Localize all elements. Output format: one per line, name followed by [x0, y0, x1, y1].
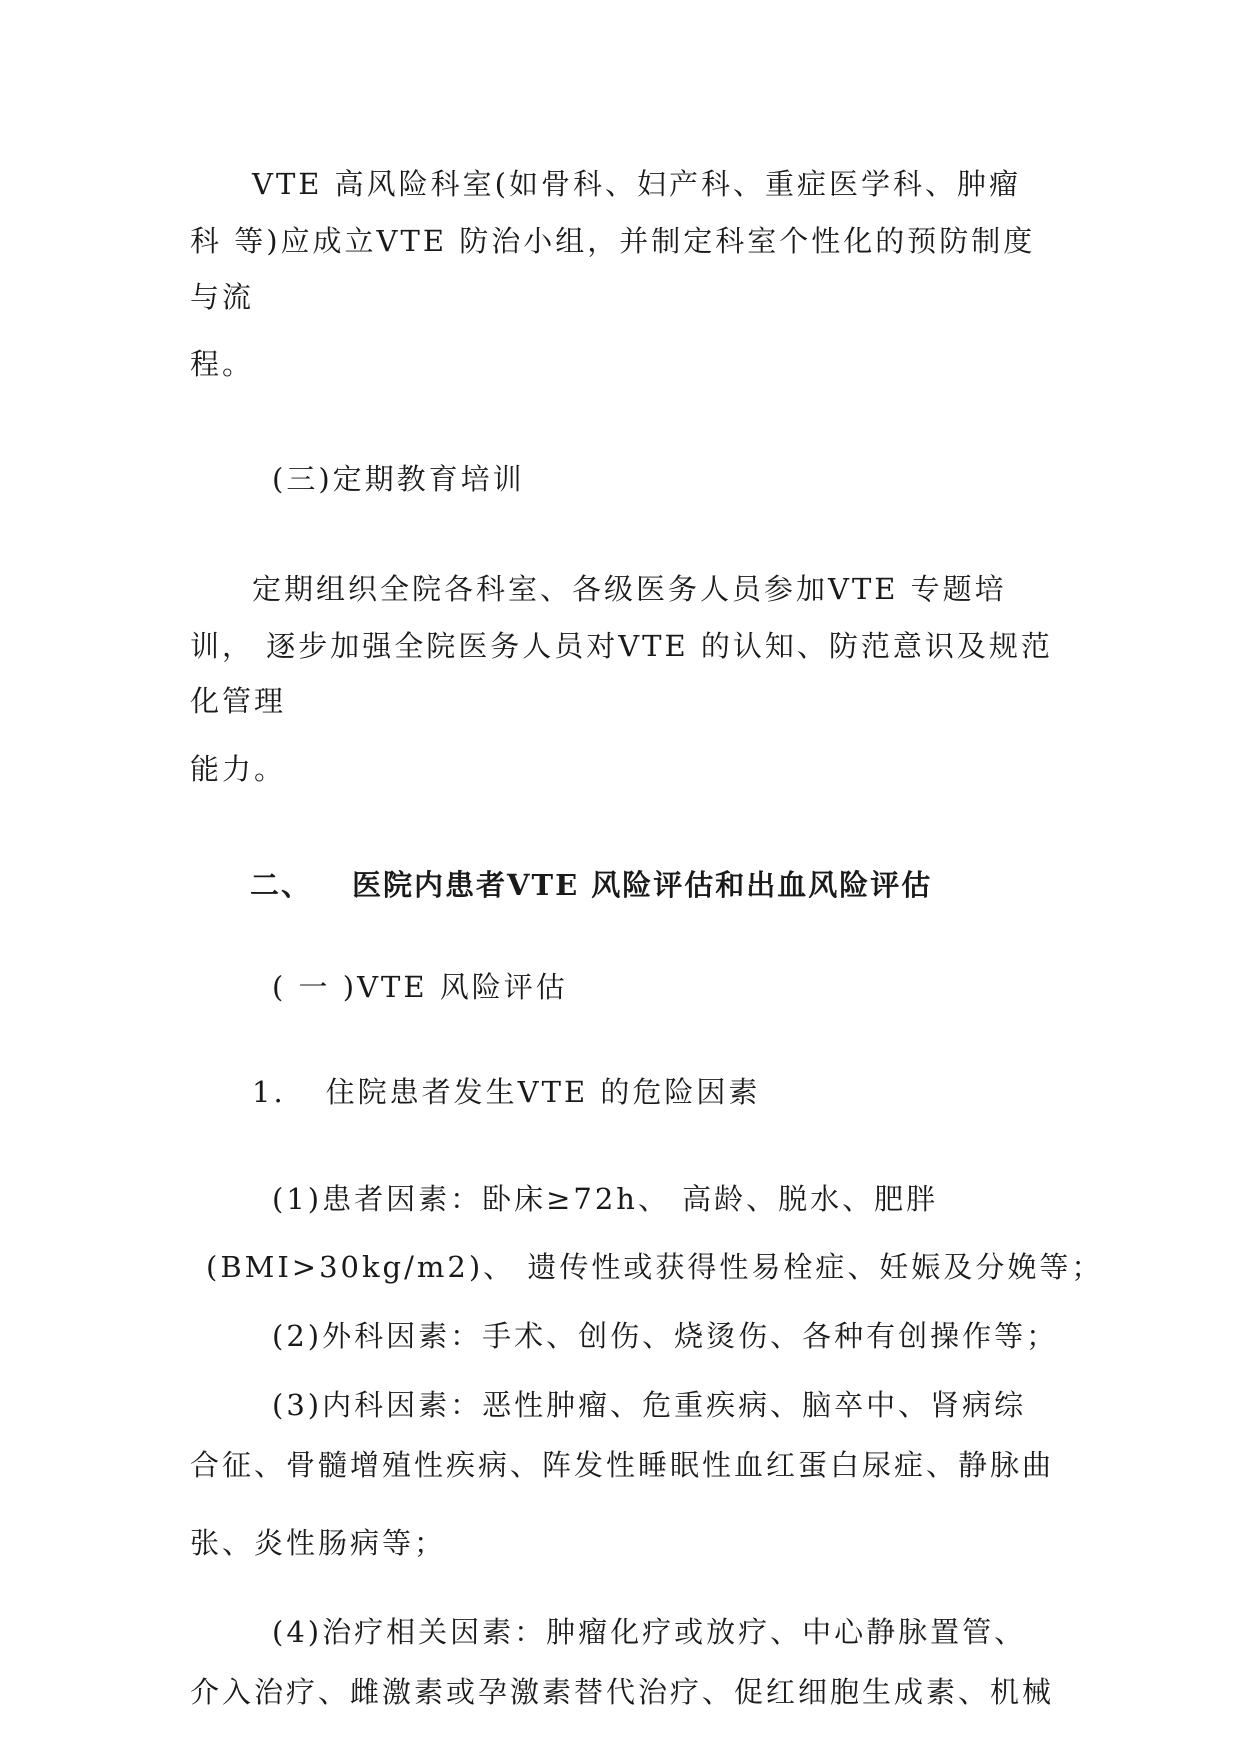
paragraph-line: 介入治疗、雌激素或孕激素替代治疗、促红细胞生成素、机械 [190, 1675, 1055, 1709]
paragraph-line: 训， 逐步加强全院医务人员对VTE 的认知、防范意识及规范 [190, 629, 1053, 663]
paragraph-line: 张、炎性肠病等； [190, 1526, 447, 1560]
paragraph-line: (BMI>30kg/m2)、 遗传性或获得性易栓症、妊娠及分娩等； [206, 1250, 1104, 1284]
list-item [252, 1073, 760, 1111]
paragraph-line: 定期组织全院各科室、各级医务人员参加VTE 专题培 [252, 572, 1007, 606]
paragraph-line: 与流 [190, 280, 255, 314]
paragraph-line: 化管理 [190, 684, 287, 718]
item-text: 住院患者发生VTE 的危险因素 [325, 1075, 761, 1109]
paragraph-line: (2)外科因素：手术、创伤、烧烫伤、各种有创操作等； [272, 1319, 1059, 1353]
subsection-heading: ( 一 )VTE 风险评估 [272, 970, 568, 1004]
paragraph-line: 程。 [190, 347, 255, 381]
paragraph-line: (1)患者因素：卧床≥72h、 高龄、脱水、肥胖 [272, 1182, 939, 1216]
paragraph-line: 科 等)应成立VTE 防治小组，并制定科室个性化的预防制度 [190, 224, 1036, 258]
item-number: 1. [252, 1075, 286, 1109]
section-title: 医院内患者VTE 风险评估和出血风险评估 [352, 868, 933, 902]
section-heading [250, 866, 932, 904]
paragraph-line: (4)治疗相关因素：肿瘤化疗或放疗、中心静脉置管、 [272, 1615, 1027, 1649]
paragraph-line: 合征、骨髓增殖性疾病、阵发性睡眠性血红蛋白尿症、静脉曲 [190, 1448, 1055, 1482]
paragraph-line: (3)内科因素：恶性肿瘤、危重疾病、脑卒中、肾病综 [272, 1388, 1027, 1422]
section-number: 二、 [250, 868, 313, 902]
subsection-heading: (三)定期教育培训 [272, 462, 525, 496]
paragraph-line: 能力。 [190, 752, 287, 786]
paragraph-line: VTE 高风险科室(如骨科、妇产科、重症医学科、肿瘤 [252, 167, 1021, 201]
